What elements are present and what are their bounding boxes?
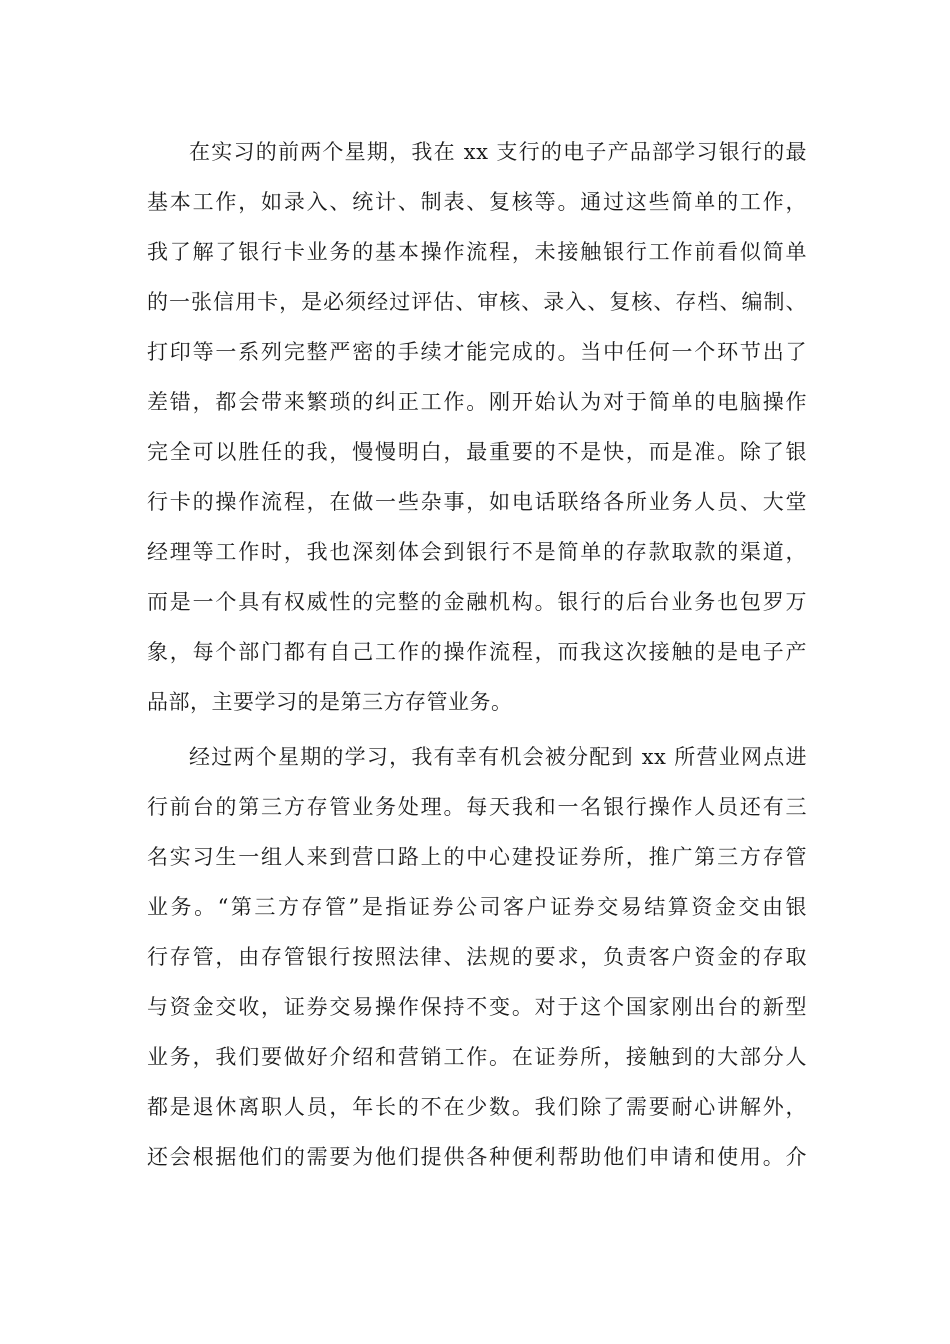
text-line: 业务，我们要做好介绍和营销工作。在证券所，接触到的大部分人 [147,1045,807,1069]
text-line: 而是一个具有权威性的完整的金融机构。银行的后台业务也包罗万 [147,590,807,614]
text-line: 象，每个部门都有自己工作的操作流程，而我这次接触的是电子产 [147,640,807,664]
text-line: 我了解了银行卡业务的基本操作流程，未接触银行工作前看似简单 [147,240,807,264]
text-line: 还会根据他们的需要为他们提供各种便利帮助他们申请和使用。介 [147,1145,807,1169]
text-line: 的一张信用卡，是必须经过评估、审核、录入、复核、存档、编制、 [147,290,807,314]
text-line: 经理等工作时，我也深刻体会到银行不是简单的存款取款的渠道， [147,540,807,564]
text-line: 品部，主要学习的是第三方存管业务。 [147,690,513,714]
text-line: 行卡的操作流程，在做一些杂事，如电话联络各所业务人员、大堂 [147,490,807,514]
text-line: 在实习的前两个星期，我在 xx 支行的电子产品部学习银行的最 [189,140,807,164]
text-line: 与资金交收，证券交易操作保持不变。对于这个国家刚出台的新型 [147,995,807,1019]
text-line: 行存管，由存管银行按照法律、法规的要求，负责客户资金的存取 [147,945,807,969]
text-line: 基本工作，如录入、统计、制表、复核等。通过这些简单的工作， [147,190,807,214]
text-line: 经过两个星期的学习，我有幸有机会被分配到 xx 所营业网点进 [189,745,807,769]
text-line: 业务。“第三方存管”是指证券公司客户证券交易结算资金交由银 [147,895,807,919]
text-line: 行前台的第三方存管业务处理。每天我和一名银行操作人员还有三 [147,795,807,819]
text-line: 差错，都会带来繁琐的纠正工作。刚开始认为对于简单的电脑操作 [147,390,807,414]
text-line: 都是退休离职人员，年长的不在少数。我们除了需要耐心讲解外， [147,1095,807,1119]
text-line: 名实习生一组人来到营口路上的中心建投证券所，推广第三方存管 [147,845,807,869]
text-line: 完全可以胜任的我，慢慢明白，最重要的不是快，而是准。除了银 [147,440,807,464]
text-line: 打印等一系列完整严密的手续才能完成的。当中任何一个环节出了 [147,340,807,364]
